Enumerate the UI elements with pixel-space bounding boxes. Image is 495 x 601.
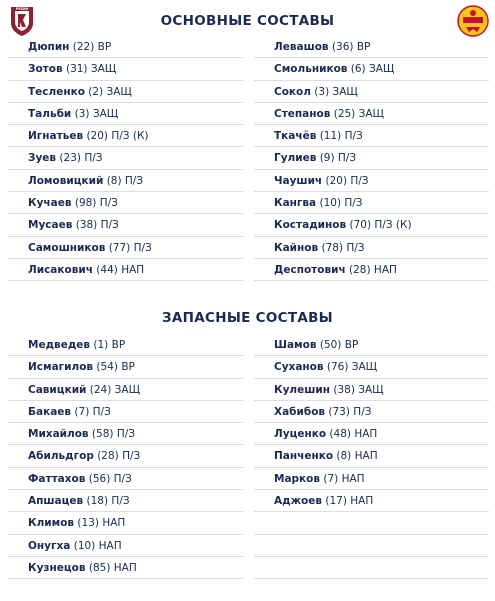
player-row	[8, 192, 243, 214]
player-name: Степанов	[274, 107, 331, 120]
player-row	[8, 334, 243, 356]
player-number-position: (77) П/З	[108, 241, 152, 254]
player-row	[8, 147, 243, 169]
player-name: Кайнов	[274, 241, 319, 254]
player-name: Михайлов	[28, 428, 89, 441]
player-row	[8, 445, 243, 467]
player-row	[8, 36, 243, 58]
player-row	[8, 170, 243, 192]
player-row	[8, 490, 243, 512]
player-row	[254, 490, 489, 512]
section-title-starting: ОСНОВНЫЕ СОСТАВЫ	[160, 13, 335, 29]
player-row	[254, 356, 489, 378]
player-row	[254, 81, 489, 103]
player-row	[8, 356, 243, 378]
player-name: Савицкий	[28, 383, 87, 396]
player-row	[8, 423, 243, 445]
player-name: Кузнецов	[28, 561, 86, 574]
player-name: Марков	[274, 472, 321, 485]
player-number-position: (2) ЗАЩ	[88, 85, 132, 98]
player-number-position: (10) НАП	[73, 539, 122, 552]
section-title-substitutes: ЗАПАСНЫЕ СОСТАВЫ	[162, 310, 333, 326]
player-row	[254, 237, 489, 259]
player-number-position: (17) НАП	[325, 495, 374, 508]
home-substitutes-list	[8, 334, 243, 579]
player-row	[254, 58, 489, 80]
player-name: Костадинов	[274, 219, 347, 232]
player-number-position: (48) НАП	[329, 428, 378, 441]
player-number-position: (25) ЗАЩ	[333, 107, 385, 120]
empty-row	[254, 512, 489, 534]
player-name: Абильдгор	[28, 450, 94, 463]
player-name: Деспотович	[274, 263, 346, 276]
player-name: Чаушич	[274, 174, 323, 187]
player-number-position: (18) П/З	[86, 495, 130, 508]
player-name: Смольников	[274, 63, 348, 76]
player-row	[8, 512, 243, 534]
player-name: Луценко	[274, 428, 327, 441]
player-number-position: (76) ЗАЩ	[326, 361, 378, 374]
player-name: Сокол	[274, 85, 311, 98]
player-name: Кучаев	[28, 197, 72, 210]
player-name: Апшацев	[28, 495, 84, 508]
player-name: Игнатьев	[28, 130, 84, 143]
player-number-position: (7) П/З	[74, 405, 111, 418]
player-row	[254, 468, 489, 490]
home-logo-text: РУБИН	[15, 6, 29, 11]
player-number-position: (22) ВР	[72, 41, 112, 53]
player-name: Дюпин	[28, 41, 70, 53]
player-name: Ломовицкий	[28, 174, 104, 187]
player-number-position: (50) ВР	[319, 339, 359, 351]
player-number-position: (31) ЗАЩ	[65, 63, 117, 76]
player-row	[8, 535, 243, 557]
away-starting-list	[254, 36, 489, 281]
empty-row	[254, 557, 489, 579]
player-number-position: (10) П/З	[319, 197, 363, 210]
player-number-position: (78) П/З	[321, 241, 365, 254]
player-number-position: (7) НАП	[323, 472, 365, 485]
player-name: Самошников	[28, 241, 106, 254]
player-row	[254, 334, 489, 356]
player-row	[254, 192, 489, 214]
player-row	[254, 401, 489, 423]
player-number-position: (8) НАП	[336, 450, 378, 463]
home-starting-list	[8, 36, 243, 281]
player-number-position: (20) П/З	[325, 174, 369, 187]
player-row	[8, 58, 243, 80]
player-row	[8, 259, 243, 281]
player-number-position: (24) ЗАЩ	[89, 383, 141, 396]
empty-row	[254, 535, 489, 557]
player-row	[254, 103, 489, 125]
player-number-position: (54) ВР	[96, 361, 135, 374]
player-name: Онугха	[28, 539, 71, 552]
player-name: Гулиев	[274, 152, 317, 165]
player-row	[8, 468, 243, 490]
player-number-position: (11) П/З	[319, 130, 363, 143]
player-name: Лисакович	[28, 263, 93, 276]
player-number-position: (1) ВР	[93, 339, 126, 351]
player-row	[254, 214, 489, 236]
player-row	[8, 103, 243, 125]
player-name: Панченко	[274, 450, 334, 463]
player-row	[254, 170, 489, 192]
player-number-position: (3) ЗАЩ	[314, 85, 358, 98]
player-name: Шамов	[274, 339, 317, 351]
player-name: Зотов	[28, 63, 63, 76]
player-number-position: (20) П/З (К)	[86, 130, 149, 143]
player-number-position: (28) НАП	[349, 263, 397, 276]
player-number-position: (36) ВР	[331, 41, 371, 53]
player-number-position: (28) П/З	[97, 450, 141, 463]
player-name: Климов	[28, 517, 75, 530]
player-name: Бакаев	[28, 405, 72, 418]
player-name: Медведев	[28, 339, 91, 351]
player-row	[254, 259, 489, 281]
player-name: Тальби	[28, 107, 72, 120]
player-name: Мусаев	[28, 219, 73, 232]
player-name: Кангва	[274, 197, 317, 210]
player-row	[254, 445, 489, 467]
player-name: Хабибов	[274, 405, 326, 418]
player-row	[254, 36, 489, 58]
player-number-position: (56) П/З	[88, 472, 132, 485]
player-number-position: (58) П/З	[91, 428, 135, 441]
player-number-position: (3) ЗАЩ	[74, 107, 119, 120]
player-name: Ткачёв	[274, 130, 317, 143]
player-name: Зуев	[28, 152, 57, 165]
player-row	[8, 81, 243, 103]
player-row	[8, 214, 243, 236]
away-substitutes-list	[254, 334, 489, 579]
player-number-position: (44) НАП	[96, 263, 145, 276]
player-row	[8, 557, 243, 579]
player-number-position: (73) П/З	[328, 405, 372, 418]
player-row	[254, 423, 489, 445]
player-row	[8, 125, 243, 147]
player-row	[8, 379, 243, 401]
player-number-position: (8) П/З	[106, 174, 144, 187]
player-number-position: (70) П/З (К)	[349, 219, 412, 232]
player-name: Левашов	[274, 41, 329, 53]
player-name: Суханов	[274, 361, 324, 374]
player-number-position: (13) НАП	[77, 517, 126, 530]
player-number-position: (23) П/З	[59, 152, 103, 165]
player-number-position: (6) ЗАЩ	[350, 63, 395, 76]
player-name: Аджоев	[274, 495, 323, 508]
player-row	[254, 125, 489, 147]
player-number-position: (85) НАП	[88, 561, 137, 574]
player-row	[254, 379, 489, 401]
player-number-position: (98) П/З	[74, 197, 118, 210]
player-name: Тесленко	[28, 85, 85, 98]
player-name: Фаттахов	[28, 472, 86, 485]
player-row	[8, 237, 243, 259]
player-name: Исмагилов	[28, 361, 94, 374]
player-name: Кулешин	[274, 383, 331, 396]
player-number-position: (38) П/З	[75, 219, 119, 232]
player-row	[254, 147, 489, 169]
player-number-position: (38) ЗАЩ	[333, 383, 384, 396]
player-number-position: (9) П/З	[319, 152, 357, 165]
player-row	[8, 401, 243, 423]
